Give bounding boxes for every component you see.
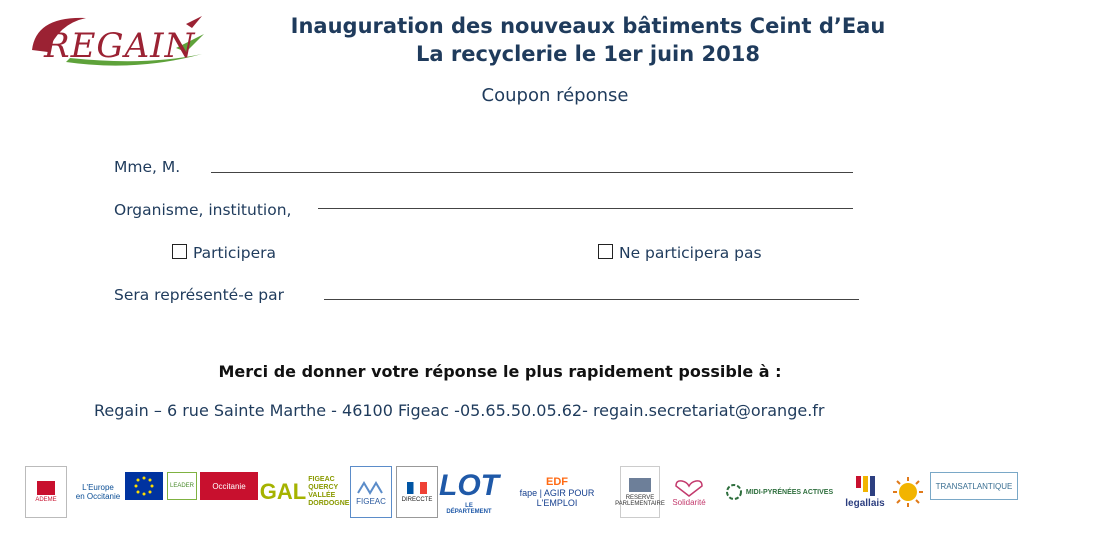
lot-departement-logo: LOT LE DÉPARTEMENT (439, 469, 499, 515)
gal-figeac-logo: GAL FIGEAC QUERCY VALLÉE DORDOGNE (259, 476, 350, 507)
occitanie-logo: Occitanie (200, 472, 258, 500)
coupon-heading: Coupon réponse (481, 85, 629, 106)
reply-request: Merci de donner votre réponse le plus rapidement possible à : (218, 362, 782, 381)
edf-fape-logo: EDF fape | AGIR POUR L'EMPLOI (519, 476, 595, 508)
direccte-logo: DIRECCTE (396, 466, 438, 518)
solidarite-logo: Solidarité (663, 466, 715, 518)
ademe-logo: ADEME (25, 466, 67, 518)
organization-label: Organisme, institution, (114, 201, 292, 219)
event-subtitle: La recyclerie le 1er juin 2018 (416, 42, 760, 66)
participera-label: Participera (193, 244, 276, 262)
name-field-line[interactable] (211, 172, 853, 173)
solidarite-heart-icon (672, 478, 706, 498)
transatlantique-logo: TRANSATLANTIQUE (930, 472, 1018, 500)
figeac-logo: FIGEAC (350, 466, 392, 518)
ne-participera-pas-checkbox[interactable] (598, 244, 613, 259)
figeac-wave-icon (356, 479, 386, 497)
regain-logo-text: REGAIN (44, 26, 196, 66)
ne-participera-pas-label: Ne participera pas (619, 244, 762, 262)
represented-by-field-line[interactable] (324, 299, 859, 300)
participera-checkbox[interactable] (172, 244, 187, 259)
eu-stars-icon (125, 472, 163, 500)
reserve-parlementaire-logo: RESERVE PARLEMENTAIRE (620, 466, 660, 518)
event-title: Inauguration des nouveaux bâtiments Ceint d’Eau (290, 14, 886, 38)
leader-logo: LEADER (167, 472, 197, 500)
sun-icon (892, 476, 924, 508)
name-label: Mme, M. (114, 158, 181, 176)
sun-logo (890, 466, 926, 518)
represented-by-label: Sera représenté-e par (114, 286, 284, 304)
contact-info: Regain – 6 rue Sainte Marthe - 46100 Figeac -05.65.50.05.62- regain.secretariat@orange.fr (94, 401, 825, 420)
legallais-logo: legallais (843, 466, 887, 518)
organization-field-line[interactable] (318, 208, 853, 209)
midi-pyrenees-actives-logo: MIDI-PYRÉNÉES ACTIVES (718, 466, 840, 518)
eu-flag-logo (125, 472, 163, 500)
midi-pyrenees-circle-icon (725, 483, 743, 501)
europe-occitanie-logo: L'Europe en Occitanie (75, 483, 121, 501)
